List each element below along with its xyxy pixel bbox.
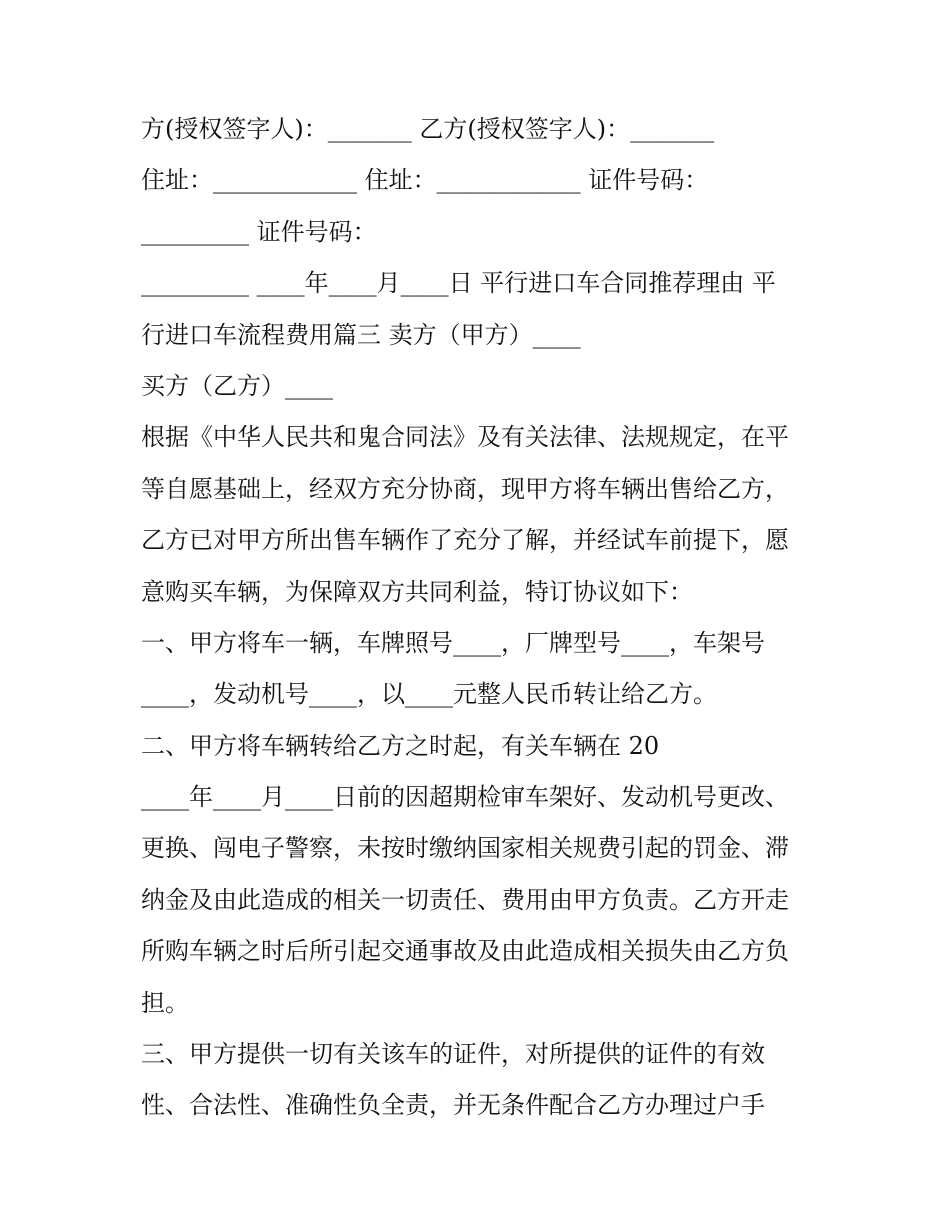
paragraph-line: 乙方已对甲方所出售车辆作了充分了解，并经试车前提下，愿 <box>141 526 789 555</box>
clause-three-line: 性、合法性、准确性负全责，并无条件配合乙方办理过户手 <box>141 1091 765 1120</box>
clause-three-line: 三、甲方提供一切有关该车的证件，对所提供的证件的有效 <box>141 1040 765 1069</box>
clause-two-line: 更换、闯电子警察，未按时缴纳国家相关规费引起的罚金、滞 <box>141 834 789 863</box>
clause-one-line: 一、甲方将车一辆，车牌照号____，厂牌型号____，车架号 <box>141 628 765 657</box>
buyer-line: 买方（乙方）____ <box>141 371 333 400</box>
clause-two-line: ____年____月____日前的因超期检审车架好、发动机号更改、 <box>141 783 789 812</box>
clause-two-line: 二、甲方将车辆转给乙方之时起，有关车辆在 20 <box>141 731 660 760</box>
clause-two-line: 担。 <box>141 988 189 1017</box>
paragraph-line: 根据《中华人民共和鬼合同法》及有关法律、法规规定，在平 <box>141 423 789 452</box>
signatory-line: 方(授权签字人)：_______ 乙方(授权签字人)：_______ <box>141 115 715 143</box>
clause-two-line: 所购车辆之时后所引起交通事故及由此造成相关损失由乙方负 <box>141 937 789 966</box>
seller-line: 行进口车流程费用篇三 卖方（甲方）____ <box>141 320 581 349</box>
clause-one-line: ____，发动机号____，以____元整人民币转让给乙方。 <box>141 680 717 709</box>
paragraph-line: 等自愿基础上，经双方充分协商，现甲方将车辆出售给乙方， <box>141 474 789 503</box>
id-number-line: _________ 证件号码： <box>141 217 377 246</box>
paragraph-line: 意购买车辆，为保障双方共同利益，特订协议如下： <box>141 577 693 606</box>
contract-text <box>141 104 831 1132</box>
clause-two-line: 纳金及由此造成的相关一切责任、费用由甲方负责。乙方开走 <box>141 885 789 914</box>
date-line: _________ ____年____月____日 平行进口车合同推荐理由 平 <box>141 269 776 298</box>
address-line: 住址：____________ 住址：____________ 证件号码： <box>141 166 709 195</box>
